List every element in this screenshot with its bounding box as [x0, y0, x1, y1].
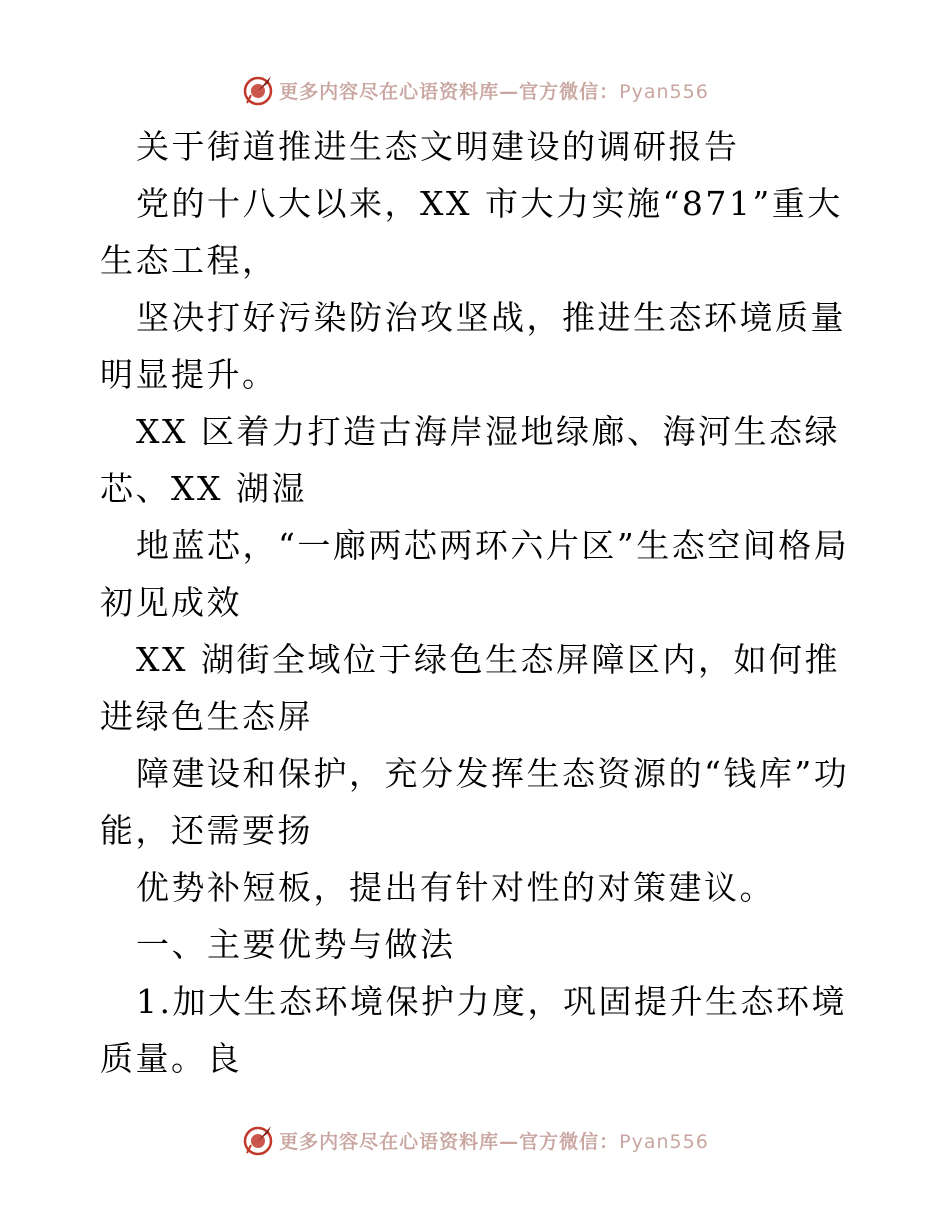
section-heading: 一、主要优势与做法 [136, 925, 456, 964]
paragraph: 优势补短板，提出有针对性的对策建议。 [136, 868, 775, 907]
paragraph: XX 湖街全域位于绿色生态屏障区内，如何推进绿色生态屏 [100, 640, 840, 736]
paragraph: XX 区着力打造古海岸湿地绿廊、海河生态绿芯、XX 湖湿 [100, 412, 840, 508]
paragraph: 坚决打好污染防治攻坚战，推进生态环境质量明显提升。 [100, 298, 846, 394]
paragraph: 1.加大生态环境保护力度，巩固提升生态环境质量。良 [100, 982, 847, 1078]
document-title: 关于街道推进生态文明建设的调研报告 [136, 127, 740, 166]
quill-logo-icon [241, 1123, 275, 1157]
paragraph: 障建设和保护，充分发挥生态资源的“钱库”功能，还需要扬 [100, 754, 850, 850]
paragraph: 党的十八大以来，XX 市大力实施“871”重大生态工程， [100, 184, 843, 280]
watermark-text: 更多内容尽在心语资料库—官方微信：Pyan556 [279, 80, 709, 103]
document-body [100, 118, 860, 1087]
footer-watermark [0, 1120, 950, 1160]
watermark-text: 更多内容尽在心语资料库—官方微信：Pyan556 [279, 1130, 709, 1153]
header-watermark [0, 70, 950, 110]
paragraph: 地蓝芯，“一廊两芯两环六片区”生态空间格局初见成效 [100, 526, 850, 622]
quill-logo-icon [241, 73, 275, 107]
